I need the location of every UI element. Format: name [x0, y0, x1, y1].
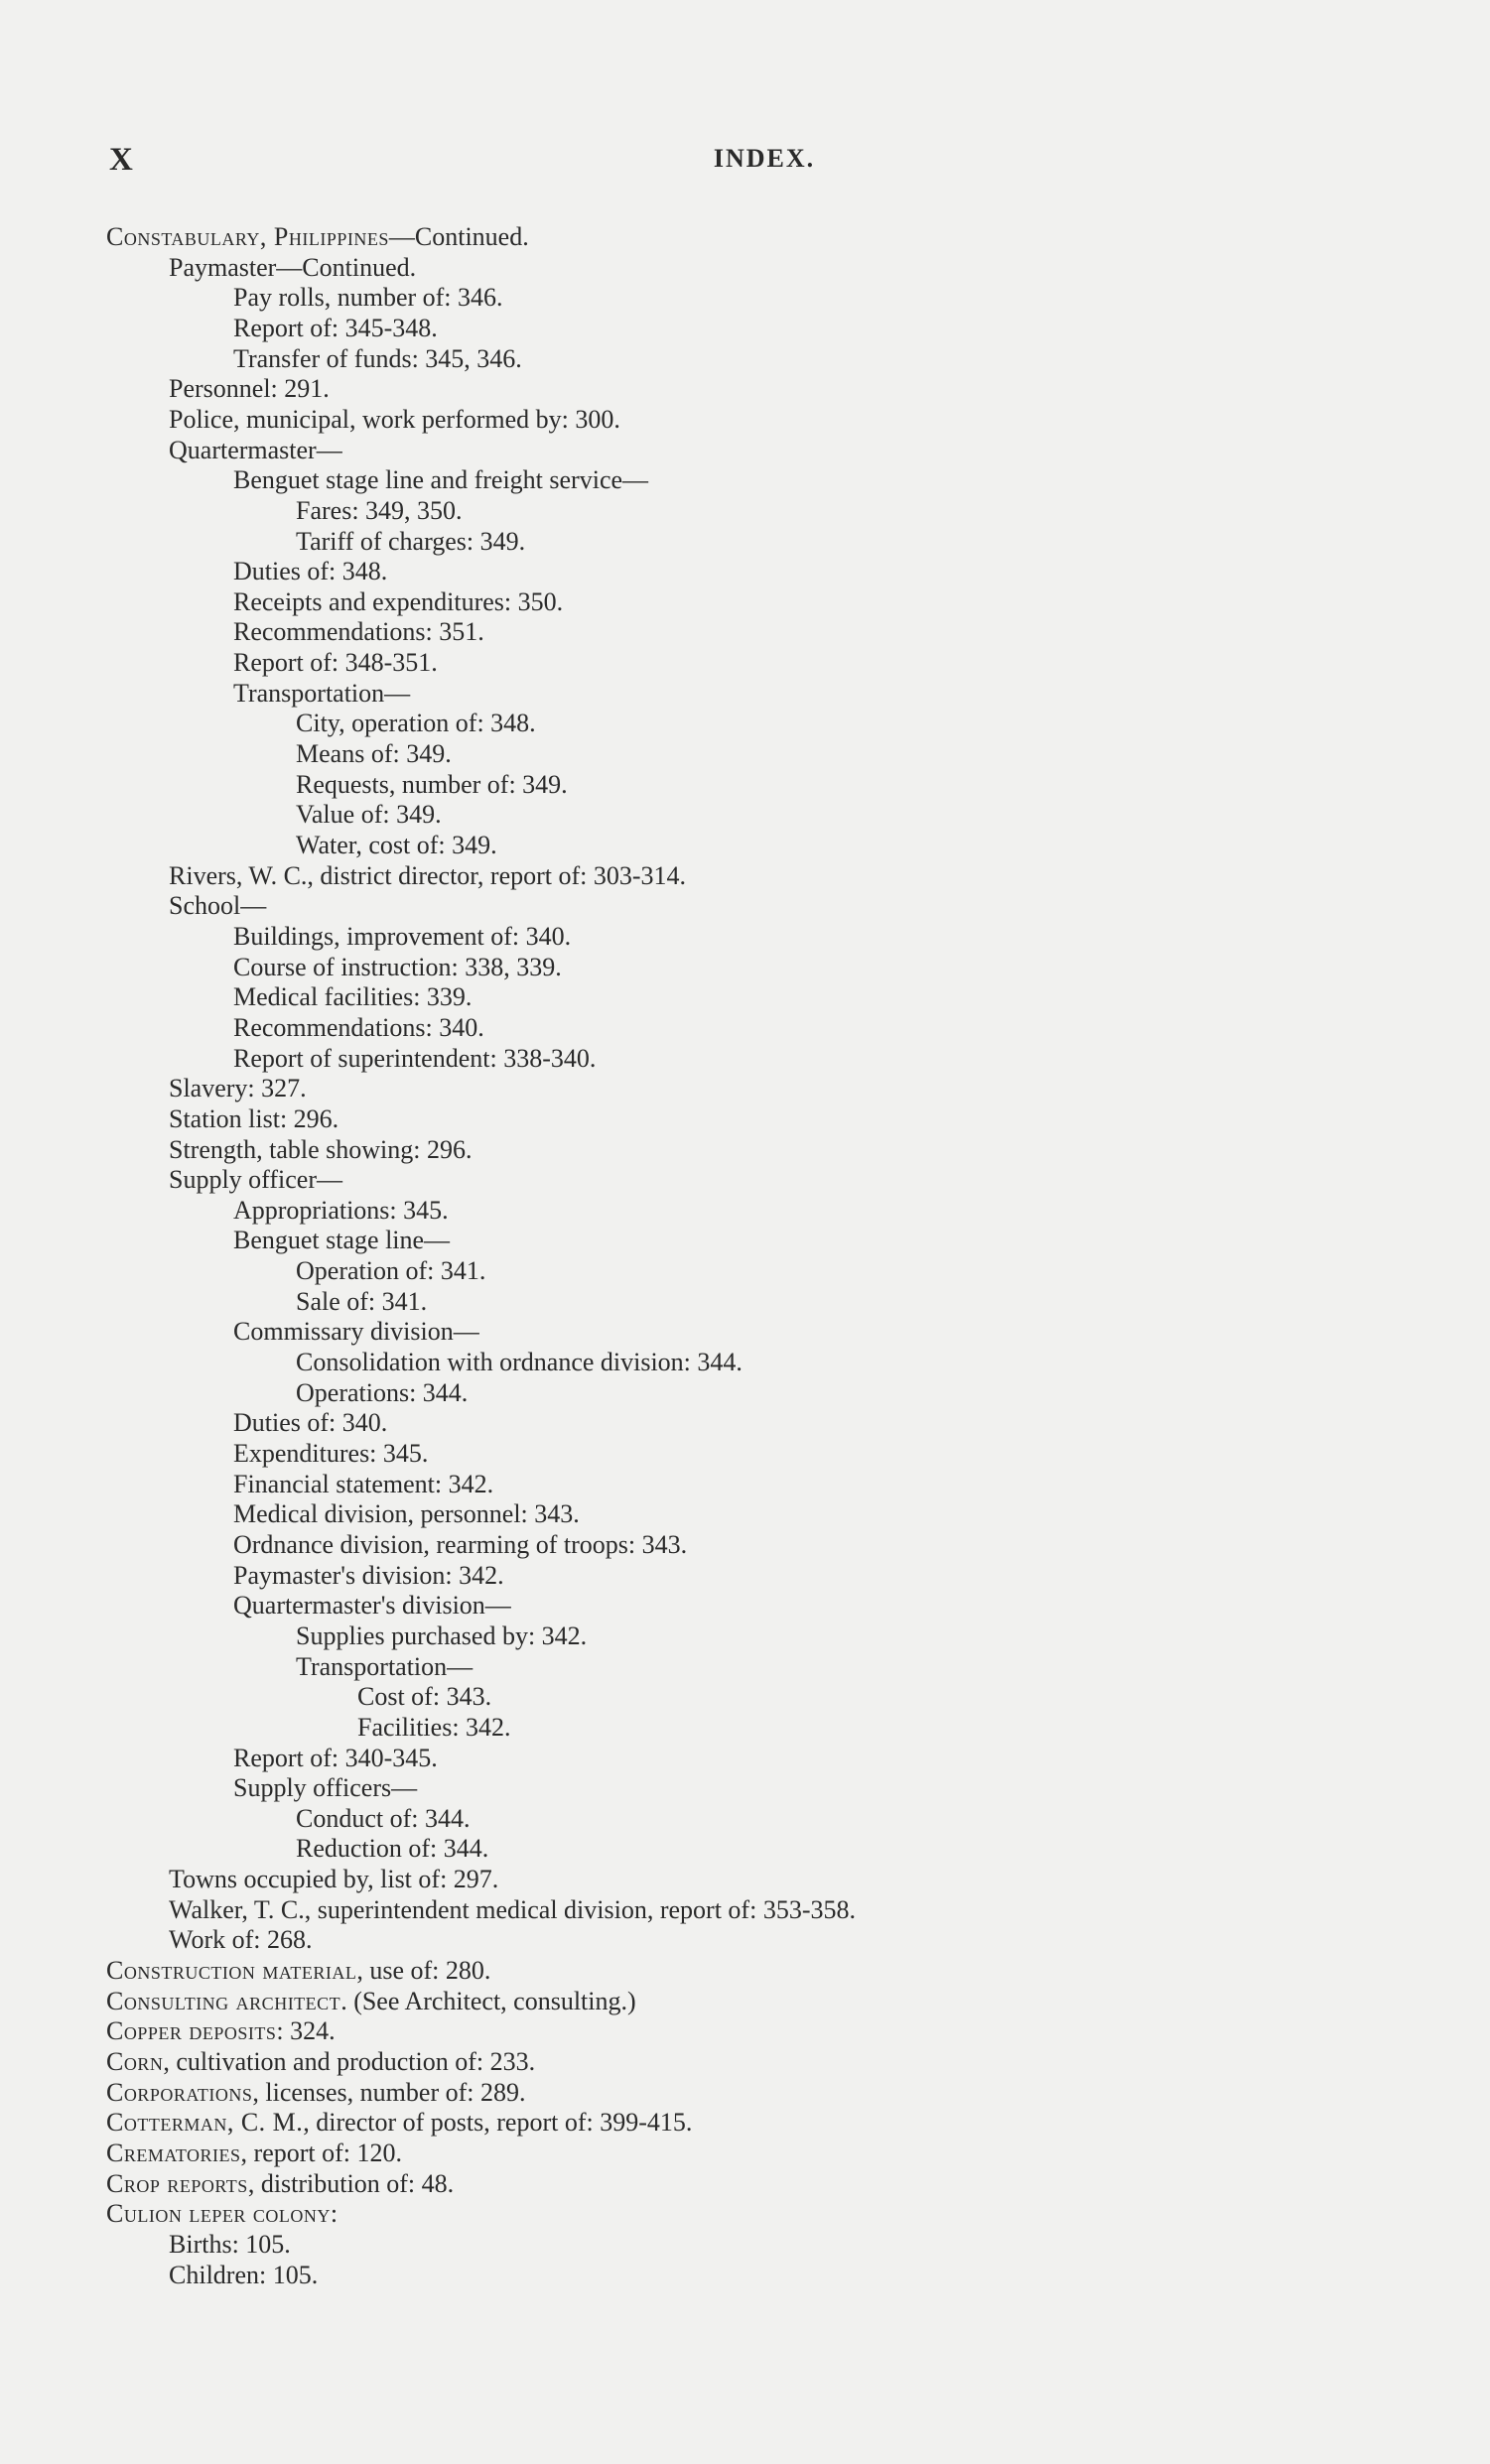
index-entry: [296, 739, 452, 769]
index-entry: [106, 2016, 336, 2046]
index-entry: [106, 2078, 525, 2108]
index-entry: [233, 1530, 687, 1560]
entry-text: Buildings, improvement of: 340.: [233, 922, 572, 951]
entry-text: Towns occupied by, list of: 297.: [169, 1865, 499, 1893]
index-entry: [106, 222, 529, 252]
entry-text: Strength, table showing: 296.: [169, 1135, 473, 1164]
entry-text: Supplies purchased by: 342.: [296, 1621, 588, 1650]
entry-text: Supply officers—: [233, 1773, 418, 1802]
entry-text: Personnel: 291.: [169, 374, 330, 403]
index-entry: [169, 1865, 498, 1894]
index-entry: [169, 1104, 339, 1134]
entry-text: Sale of: 341.: [296, 1287, 428, 1316]
index-entry: [169, 253, 416, 283]
entry-text: Paymaster—Continued.: [169, 253, 417, 282]
entry-text: Medical division, personnel: 343.: [233, 1499, 580, 1528]
index-entry: [106, 1956, 490, 1986]
index-entry: [296, 1834, 488, 1864]
index-entry: [233, 1408, 387, 1438]
entry-text: Report of: 345-348.: [233, 314, 438, 342]
entry-text: Consolidation with ordnance division: 344.: [296, 1348, 743, 1376]
index-entry: [169, 2261, 318, 2290]
entry-heading: Corporations: [106, 2078, 253, 2107]
index-entry: [296, 1378, 468, 1408]
index-entry: [357, 1682, 491, 1712]
entry-text: Police, municipal, work performed by: 300.: [169, 405, 620, 434]
entry-text: Requests, number of: 349.: [296, 770, 568, 799]
entry-heading: Culion leper colony: [106, 2199, 331, 2228]
entry-text: Transportation—: [296, 1652, 474, 1681]
entry-text: Operations: 344.: [296, 1378, 469, 1407]
index-entry: [233, 283, 503, 313]
entry-text: Births: 105.: [169, 2230, 291, 2259]
index-entry: [233, 314, 438, 343]
index-entry: [233, 1317, 479, 1347]
entry-text: Appropriations: 345.: [233, 1196, 449, 1225]
index-entry: [296, 1804, 471, 1834]
index-entry: [233, 953, 562, 982]
index-entry: [233, 344, 522, 374]
index-entry: [169, 1895, 856, 1925]
index-entry: [106, 2169, 454, 2199]
index-entry: [233, 679, 410, 709]
index-entry: [296, 1348, 743, 1377]
entry-text: Report of: 348-351.: [233, 648, 438, 677]
entry-text: Reduction of: 344.: [296, 1834, 489, 1863]
entry-text: Receipts and expenditures: 350.: [233, 587, 564, 616]
entry-text: Tariff of charges: 349.: [296, 527, 526, 556]
index-entry: [169, 436, 342, 465]
entry-text: : 324.: [276, 2016, 336, 2045]
index-entry: [169, 861, 686, 891]
index-entry: [169, 1165, 342, 1195]
index-entry: [169, 1925, 313, 1955]
index-entry: [169, 1135, 472, 1165]
entry-heading: Crematories: [106, 2139, 241, 2167]
entry-text: Conduct of: 344.: [296, 1804, 471, 1833]
entry-text: Slavery: 327.: [169, 1074, 307, 1102]
index-entry: [233, 1591, 511, 1621]
entry-text: Ordnance division, rearming of troops: 343.: [233, 1530, 688, 1559]
index-entry: [233, 1470, 493, 1499]
index-entry: [169, 1074, 307, 1103]
entry-text: Operation of: 341.: [296, 1256, 486, 1285]
entry-text: School—: [169, 891, 267, 920]
index-entry: [296, 1652, 473, 1682]
index-entry: [106, 2108, 692, 2138]
entry-text: Supply officer—: [169, 1165, 342, 1194]
index-entry: [233, 465, 648, 495]
entry-text: City, operation of: 348.: [296, 709, 536, 737]
index-entry: [233, 1013, 484, 1043]
entry-text: Value of: 349.: [296, 800, 442, 829]
entry-text: Benguet stage line and freight service—: [233, 465, 649, 494]
entry-text: Fares: 349, 350.: [296, 496, 463, 525]
entry-text: Quartermaster—: [169, 436, 342, 464]
entry-heading: Copper deposits: [106, 2016, 277, 2045]
entry-text: , cultivation and production of: 233.: [163, 2047, 536, 2076]
entry-text: Means of: 349.: [296, 739, 452, 768]
index-entry: [233, 1561, 504, 1591]
entry-heading: Cotterman, C. M.: [106, 2108, 304, 2137]
index-entry: [169, 405, 620, 435]
index-entry: [233, 1439, 428, 1469]
index-entry: [233, 1226, 450, 1255]
index-entry: [296, 770, 568, 800]
entry-text: Children: 105.: [169, 2261, 319, 2289]
index-entry: [169, 891, 266, 921]
entry-text: Quartermaster's division—: [233, 1591, 511, 1620]
index-entry: [169, 374, 330, 404]
index-entry: [357, 1713, 511, 1743]
entry-heading: Corn: [106, 2047, 164, 2076]
page-number: X: [109, 142, 134, 178]
entry-text: :: [330, 2199, 339, 2228]
entry-text: —Continued.: [388, 222, 529, 251]
index-entry: [296, 709, 536, 738]
entry-text: Cost of: 343.: [357, 1682, 492, 1711]
entry-text: Paymaster's division: 342.: [233, 1561, 504, 1590]
index-entry: [233, 982, 472, 1012]
entry-text: Medical facilities: 339.: [233, 982, 473, 1011]
index-entry: [106, 2139, 402, 2168]
index-entry: [296, 800, 442, 830]
index-entry: [233, 1773, 417, 1803]
entry-text: Benguet stage line—: [233, 1226, 451, 1254]
index-entry: [233, 922, 571, 952]
entry-text: Recommendations: 340.: [233, 1013, 484, 1042]
entry-text: Duties of: 340.: [233, 1408, 388, 1437]
entry-text: Facilities: 342.: [357, 1713, 511, 1742]
entry-text: Duties of: 348.: [233, 557, 388, 585]
entry-text: , director of posts, report of: 399-415.: [303, 2108, 693, 2137]
entry-text: Course of instruction: 338, 339.: [233, 953, 562, 981]
index-entry: [296, 1621, 587, 1651]
entry-text: , licenses, number of: 289.: [252, 2078, 526, 2107]
entry-text: , use of: 280.: [356, 1956, 491, 1985]
entry-text: Station list: 296.: [169, 1104, 339, 1133]
index-entry: [233, 1744, 438, 1773]
entry-text: Financial statement: 342.: [233, 1470, 494, 1498]
entry-heading: Consulting architect: [106, 1987, 341, 2015]
entry-text: Commissary division—: [233, 1317, 479, 1346]
index-entry: [233, 617, 484, 647]
index-entry: [233, 1196, 449, 1226]
running-head: INDEX.: [713, 144, 816, 173]
index-entry: [296, 1287, 427, 1317]
index-entry: [169, 2230, 291, 2260]
entry-heading: Constabulary, Philippines: [106, 222, 389, 251]
entry-text: Recommendations: 351.: [233, 617, 484, 646]
entry-heading: Crop reports: [106, 2169, 248, 2198]
entry-text: Water, cost of: 349.: [296, 831, 497, 859]
entry-text: Walker, T. C., superintendent medical division, report of: 353-358.: [169, 1895, 856, 1924]
entry-text: , report of: 120.: [240, 2139, 402, 2167]
entry-text: Report of: 340-345.: [233, 1744, 438, 1772]
entry-text: Report of superintendent: 338-340.: [233, 1044, 597, 1073]
index-entry: [233, 648, 438, 678]
index-entry: [233, 1499, 580, 1529]
entry-text: Rivers, W. C., district director, report of: 303-314.: [169, 861, 687, 890]
index-entry: [296, 527, 525, 557]
index-entry: [106, 2199, 338, 2229]
index-entry: [106, 1987, 636, 2016]
entry-text: Transfer of funds: 345, 346.: [233, 344, 522, 373]
entry-heading: Construction material: [106, 1956, 357, 1985]
entry-text: Transportation—: [233, 679, 411, 708]
index-entry: [106, 2047, 535, 2077]
entry-text: Pay rolls, number of: 346.: [233, 283, 503, 312]
index-entry: [233, 1044, 596, 1074]
index-entry: [296, 831, 497, 860]
entry-text: . (See Architect, consulting.): [340, 1987, 636, 2015]
index-entry: [296, 1256, 485, 1286]
index-entry: [233, 557, 387, 586]
entry-text: Expenditures: 345.: [233, 1439, 429, 1468]
entry-text: Work of: 268.: [169, 1925, 313, 1954]
index-entry: [233, 587, 563, 617]
entry-text: , distribution of: 48.: [247, 2169, 455, 2198]
index-entry: [296, 496, 463, 526]
